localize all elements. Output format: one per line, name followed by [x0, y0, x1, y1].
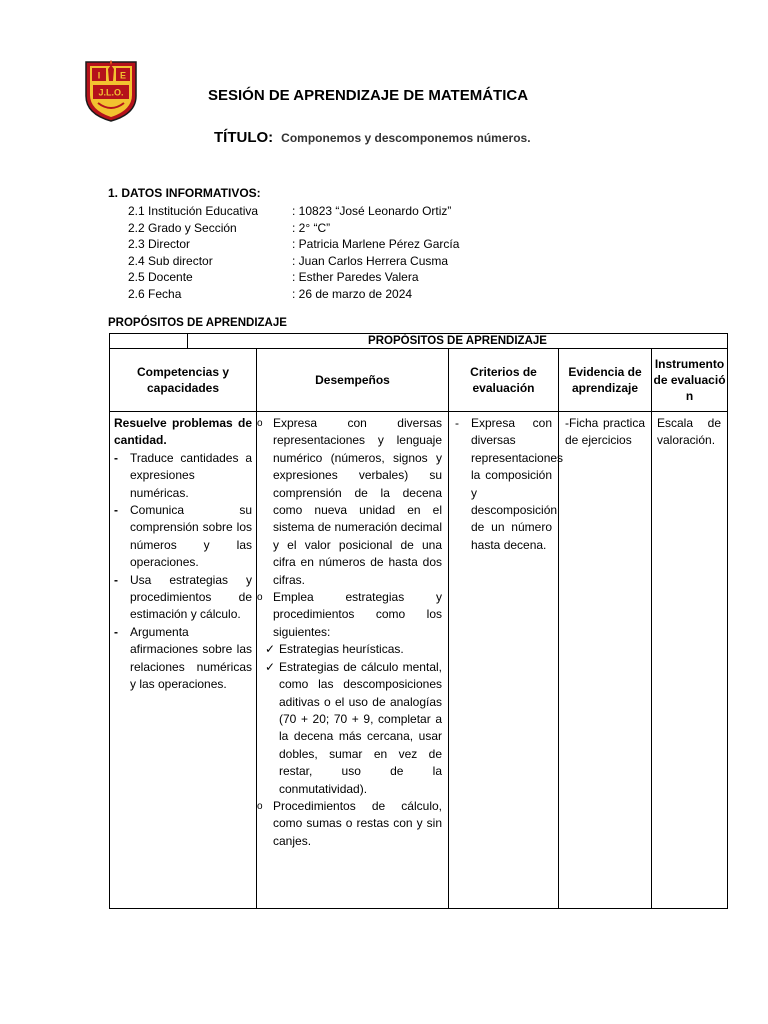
desempeno-item [259, 415, 442, 589]
datos-label: 2.4 Sub director [128, 253, 213, 268]
strategy-item [259, 641, 442, 658]
session-title-text: Componemos y descomponemos números. [281, 131, 531, 145]
checkmark-icon: ✓ [265, 642, 276, 657]
datos-label: 2.2 Grado y Sección [128, 220, 237, 235]
dash-marker: - [114, 450, 118, 465]
circle-bullet-icon: o [257, 800, 263, 812]
capacidad-item [114, 572, 252, 624]
datos-heading: 1. DATOS INFORMATIVOS: [108, 186, 261, 200]
competencias-cell [110, 412, 257, 909]
instrumento-cell: Escala de valoración. [652, 412, 728, 909]
desempeno-item [259, 798, 442, 850]
crest-letter-i: I [97, 70, 101, 81]
desempeno-text: Procedimientos de cálculo, como sumas o restas con y sin canjes. [273, 798, 442, 848]
dash-marker: - [114, 624, 118, 639]
propositos-table [109, 333, 728, 909]
propositos-heading: PROPÓSITOS DE APRENDIZAJE [108, 317, 287, 329]
capacidad-text: Usa estrategias y procedimientos de estimación y cálculo. [130, 572, 252, 622]
datos-value: : Patricia Marlene Pérez García [292, 237, 460, 252]
strategy-text: Estrategias de cálculo mental, como las descomposiciones aditivas o el uso de analogías (70 + 20; 70 + 9, completar a la decena más cercana, usar dobles, sumar en vez de restar, uso de la conmutatividad). [279, 659, 442, 796]
header-evidencia: Evidencia de aprendizaje [559, 349, 652, 412]
capacidad-item [114, 450, 252, 502]
checkmark-icon: ✓ [265, 659, 276, 674]
capacidad-text: Argumenta afirmaciones sobre las relaciones numéricas y las operaciones. [130, 624, 252, 692]
desempeno-item [259, 589, 442, 641]
evidencia-cell: -Ficha practica de ejercicios [559, 412, 652, 909]
session-title-label: TÍTULO: [214, 129, 274, 146]
strategy-item [259, 659, 442, 798]
datos-value: : 26 de marzo de 2024 [292, 286, 413, 301]
header-criterios: Criterios de evaluación [449, 349, 559, 412]
desempeno-text: Emplea estrategias y procedimientos como los siguientes: [273, 590, 442, 639]
session-title-row [214, 129, 531, 147]
dash-marker: - [455, 416, 459, 430]
dash-marker: - [114, 503, 118, 518]
datos-value: : 2° “C” [292, 220, 331, 235]
datos-label: 2.5 Docente [128, 270, 193, 285]
header-competencias: Competencias y capacidades [110, 349, 257, 412]
capacidad-item [114, 624, 252, 694]
page-title: SESIÓN DE APRENDIZAJE DE MATEMÁTICA [208, 87, 529, 104]
crest-name: J.L.O. [98, 87, 124, 98]
dash-marker: - [114, 572, 118, 587]
desempeno-text: Expresa con diversas representaciones y lenguaje numérico (números, signos y expresiones verbales) su comprensión de la decena como nueva unidad en el sistema de numeración decimal y el valor posicional de una cifra en números de hasta dos cifras. [273, 416, 442, 587]
criterio-text: Expresa con diversas representaciones la composición y descomposición de un número hasta decena. [471, 416, 564, 552]
circle-bullet-icon: o [257, 592, 263, 604]
header-desempenos: Desempeños [257, 349, 449, 412]
capacidad-text: Comunica su comprensión sobre los números y las operaciones. [130, 503, 252, 570]
datos-label: 2.6 Fecha [128, 286, 182, 301]
datos-label: 2.3 Director [128, 237, 191, 252]
criterio-item [455, 415, 564, 554]
capacidad-text: Traduce cantidades a expresiones numéricas. [130, 450, 252, 500]
header-instrumento: Instrumento de evaluación [652, 349, 728, 412]
datos-value: : Esther Paredes Valera [292, 270, 419, 285]
datos-value: : Juan Carlos Herrera Cusma [292, 253, 449, 268]
capacidad-item [114, 502, 252, 572]
table-title: PROPÓSITOS DE APRENDIZAJE [188, 334, 728, 349]
school-crest-logo [84, 60, 138, 122]
table-corner-cell [110, 334, 188, 349]
datos-value: : 10823 “José Leonardo Ortiz” [292, 204, 452, 218]
competencia-title: Resuelve problemas de cantidad. [114, 416, 252, 448]
circle-bullet-icon: o [257, 418, 263, 429]
desempenos-cell [257, 412, 449, 909]
crest-letter-e: E [119, 70, 127, 81]
strategy-text: Estrategias heurísticas. [279, 642, 404, 657]
criterios-cell [449, 412, 564, 909]
datos-label: 2.1 Institución Educativa [128, 204, 259, 218]
